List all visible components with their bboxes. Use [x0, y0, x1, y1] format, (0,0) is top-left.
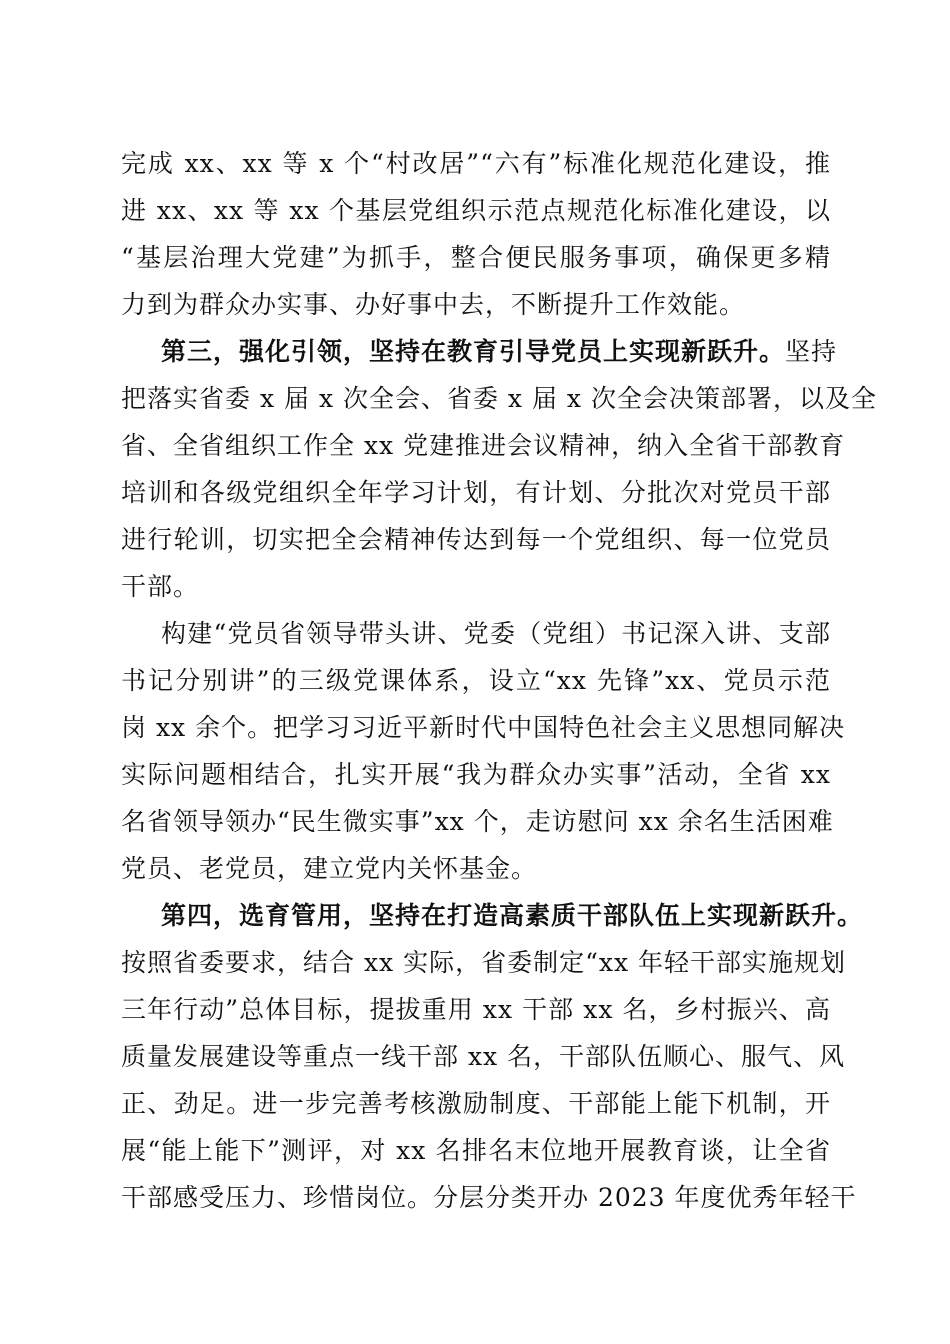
- text-line: 把落实省委 x 届 x 次全会、省委 x 届 x 次全会决策部署，以及全: [121, 384, 877, 413]
- text-line: “基层治理大党建”为抓手，整合便民服务事项，确保更多精: [121, 243, 831, 272]
- text-line: 进行轮训，切实把全会精神传达到每一个党组织、每一位党员: [121, 525, 831, 554]
- text-line: 干部。: [121, 572, 200, 601]
- text-line: 力到为群众办实事、办好事中去，不断提升工作效能。: [121, 290, 746, 319]
- text-line: 党员、老党员，建立党内关怀基金。: [121, 854, 538, 883]
- text-line: 展“能上能下”测评，对 xx 名排名末位地开展教育谈，让全省: [121, 1136, 831, 1165]
- text-line: 按照省委要求，结合 xx 实际，省委制定“xx 年轻干部实施规划: [121, 948, 847, 977]
- text-line: 进 xx、xx 等 xx 个基层党组织示范点规范化标准化建设，以: [121, 196, 831, 225]
- text-line: 名省领导领办“民生微实事”xx 个，走访慰问 xx 余名生活困难: [121, 807, 834, 836]
- text-line: 书记分别讲”的三级党课体系，设立“xx 先锋”xx、党员示范: [121, 666, 831, 695]
- text-line: 培训和各级党组织全年学习计划，有计划、分批次对党员干部: [121, 478, 831, 507]
- text-line: 质量发展建设等重点一线干部 xx 名，干部队伍顺心、服气、风: [121, 1042, 846, 1071]
- text-segment: 坚持: [785, 337, 838, 366]
- text-line: 岗 xx 余个。把学习习近平新时代中国特色社会主义思想同解决: [121, 713, 846, 742]
- text-line: 完成 xx、xx 等 x 个“村改居”“六有”标准化规范化建设，推: [121, 149, 831, 178]
- paragraph-first-line: 构建“党员省领导带头讲、党委（党组）书记深入讲、支部: [161, 619, 831, 648]
- text-line: 三年行动”总体目标，提拔重用 xx 干部 xx 名，乡村振兴、高: [121, 995, 831, 1024]
- text-line: 实际问题相结合，扎实开展“我为群众办实事”活动，全省 xx: [121, 760, 831, 789]
- section-four-heading: 第四，选育管用，坚持在打造高素质干部队伍上实现新跃升。: [161, 901, 864, 930]
- section-three-heading: 第三，强化引领，坚持在教育引导党员上实现新跃升。: [161, 337, 786, 366]
- text-line: 正、劲足。进一步完善考核激励制度、干部能上能下机制，开: [121, 1089, 831, 1118]
- text-line: 干部感受压力、珍惜岗位。分层分类开办 2023 年度优秀年轻干: [121, 1183, 857, 1212]
- text-line: 省、全省组织工作全 xx 党建推进会议精神，纳入全省干部教育: [121, 431, 846, 460]
- document-body: [121, 140, 877, 1221]
- section-heading-line: [121, 328, 838, 375]
